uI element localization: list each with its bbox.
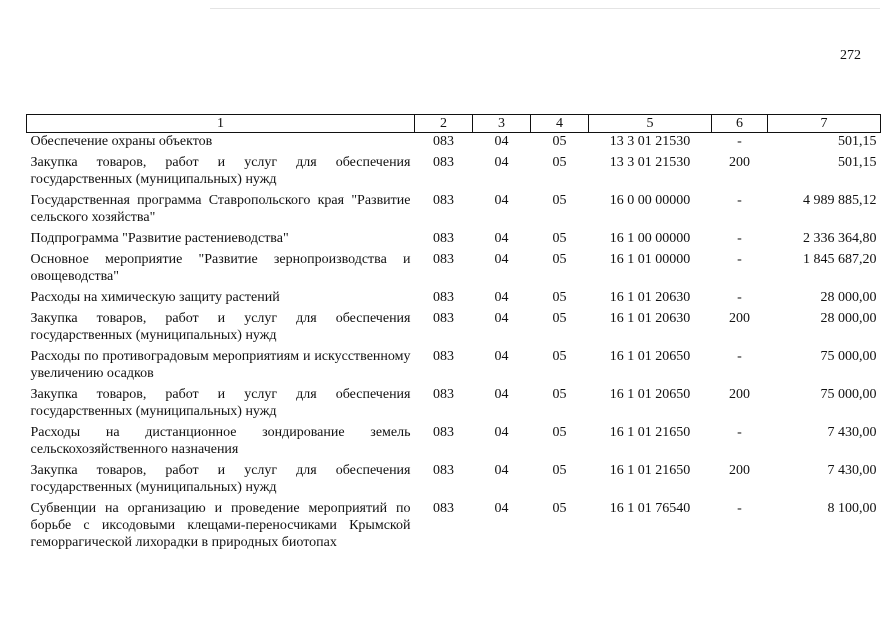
row-target-article: 13 3 01 21530 [609, 155, 691, 170]
column-header-6: 6 [712, 115, 768, 133]
row-ministry-code: 083 [433, 349, 454, 364]
row-amount: 28 000,00 [820, 290, 877, 305]
table-body [27, 133, 881, 556]
row-subsection-code: 05 [552, 425, 567, 440]
column-header-4: 4 [531, 115, 589, 133]
column-header-5: 5 [589, 115, 712, 133]
row-expense-type: - [737, 252, 742, 267]
row-amount: 1 845 687,20 [803, 252, 877, 267]
table-row [27, 230, 881, 251]
row-expense-type: - [737, 134, 742, 149]
row-amount: 2 336 364,80 [803, 231, 877, 246]
row-ministry-code: 083 [433, 387, 454, 402]
row-section-code: 04 [494, 134, 509, 149]
row-ministry-code: 083 [433, 290, 454, 305]
row-subsection-code: 05 [552, 155, 567, 170]
row-subsection-code: 05 [552, 349, 567, 364]
row-subsection-code: 05 [552, 231, 567, 246]
row-expense-type: - [737, 231, 742, 246]
row-expense-type: 200 [729, 311, 750, 326]
row-name: Государственная программа Ставропольского края "Развитие сельского хозяйства" [30, 193, 411, 225]
row-ministry-code: 083 [433, 193, 454, 208]
column-header-2: 2 [415, 115, 473, 133]
table-row [27, 386, 881, 424]
row-ministry-code: 083 [433, 134, 454, 149]
row-subsection-code: 05 [552, 387, 567, 402]
row-name: Основное мероприятие "Развитие зернопроизводства и овощеводства" [30, 252, 411, 284]
row-name: Обеспечение охраны объектов [30, 134, 213, 149]
table-row [27, 154, 881, 192]
row-ministry-code: 083 [433, 231, 454, 246]
row-ministry-code: 083 [433, 252, 454, 267]
row-name: Закупка товаров, работ и услуг для обеспечения государственных (муниципальных) нужд [30, 155, 411, 187]
row-target-article: 16 0 00 00000 [609, 193, 691, 208]
row-subsection-code: 05 [552, 290, 567, 305]
row-amount: 501,15 [838, 155, 877, 170]
column-header-3: 3 [473, 115, 531, 133]
table-row [27, 251, 881, 289]
row-amount: 4 989 885,12 [803, 193, 877, 208]
row-section-code: 04 [494, 387, 509, 402]
row-ministry-code: 083 [433, 155, 454, 170]
table-row [27, 192, 881, 230]
row-section-code: 04 [494, 501, 509, 516]
column-header-1: 1 [27, 115, 415, 133]
table-row [27, 462, 881, 500]
row-name: Расходы на дистанционное зондирование земель сельскохозяйственного назначения [30, 425, 411, 457]
row-expense-type: - [737, 501, 742, 516]
row-section-code: 04 [494, 349, 509, 364]
row-ministry-code: 083 [433, 463, 454, 478]
scan-edge-line [210, 8, 880, 9]
row-amount: 501,15 [838, 134, 877, 149]
table-row [27, 424, 881, 462]
row-section-code: 04 [494, 231, 509, 246]
row-expense-type: 200 [729, 155, 750, 170]
budget-table [26, 114, 881, 555]
row-amount: 75 000,00 [820, 349, 877, 364]
row-name: Подпрограмма "Развитие растениеводства" [30, 231, 289, 246]
row-section-code: 04 [494, 290, 509, 305]
row-target-article: 16 1 00 00000 [609, 231, 691, 246]
row-name: Закупка товаров, работ и услуг для обеспечения государственных (муниципальных) нужд [30, 311, 411, 343]
row-expense-type: - [737, 425, 742, 440]
table-header [27, 115, 881, 133]
row-target-article: 16 1 01 20650 [609, 349, 691, 364]
row-section-code: 04 [494, 463, 509, 478]
row-section-code: 04 [494, 155, 509, 170]
row-target-article: 16 1 01 20630 [609, 311, 691, 326]
column-header-7: 7 [768, 115, 881, 133]
table-row [27, 289, 881, 310]
row-expense-type: - [737, 290, 742, 305]
row-ministry-code: 083 [433, 425, 454, 440]
row-name: Расходы на химическую защиту растений [30, 290, 280, 305]
row-amount: 8 100,00 [827, 501, 877, 516]
row-subsection-code: 05 [552, 252, 567, 267]
row-subsection-code: 05 [552, 501, 567, 516]
row-amount: 28 000,00 [820, 311, 877, 326]
page-number: 272 [840, 48, 861, 63]
table-row [27, 500, 881, 555]
row-section-code: 04 [494, 311, 509, 326]
row-target-article: 16 1 01 00000 [609, 252, 691, 267]
row-section-code: 04 [494, 252, 509, 267]
row-amount: 7 430,00 [827, 425, 877, 440]
row-name: Субвенции на организацию и проведение мероприятий по борьбе с иксодовыми клещами-переносчиками Крымской геморрагической лихорадки в природных биотопах [30, 501, 411, 550]
row-section-code: 04 [494, 425, 509, 440]
header-row [27, 115, 881, 133]
row-target-article: 16 1 01 76540 [609, 501, 691, 516]
table-row [27, 310, 881, 348]
row-subsection-code: 05 [552, 134, 567, 149]
row-expense-type: 200 [729, 387, 750, 402]
row-name: Закупка товаров, работ и услуг для обеспечения государственных (муниципальных) нужд [30, 387, 411, 419]
row-expense-type: 200 [729, 463, 750, 478]
row-subsection-code: 05 [552, 463, 567, 478]
row-amount: 75 000,00 [820, 387, 877, 402]
row-ministry-code: 083 [433, 501, 454, 516]
row-amount: 7 430,00 [827, 463, 877, 478]
row-target-article: 16 1 01 21650 [609, 463, 691, 478]
row-ministry-code: 083 [433, 311, 454, 326]
table-row [27, 348, 881, 386]
row-subsection-code: 05 [552, 311, 567, 326]
row-target-article: 16 1 01 20650 [609, 387, 691, 402]
row-target-article: 13 3 01 21530 [609, 134, 691, 149]
row-expense-type: - [737, 193, 742, 208]
row-target-article: 16 1 01 21650 [609, 425, 691, 440]
row-expense-type: - [737, 349, 742, 364]
row-target-article: 16 1 01 20630 [609, 290, 691, 305]
table-row [27, 133, 881, 155]
row-section-code: 04 [494, 193, 509, 208]
row-subsection-code: 05 [552, 193, 567, 208]
row-name: Закупка товаров, работ и услуг для обеспечения государственных (муниципальных) нужд [30, 463, 411, 495]
row-name: Расходы по противоградовым мероприятиям и искусственному увеличению осадков [30, 349, 411, 381]
